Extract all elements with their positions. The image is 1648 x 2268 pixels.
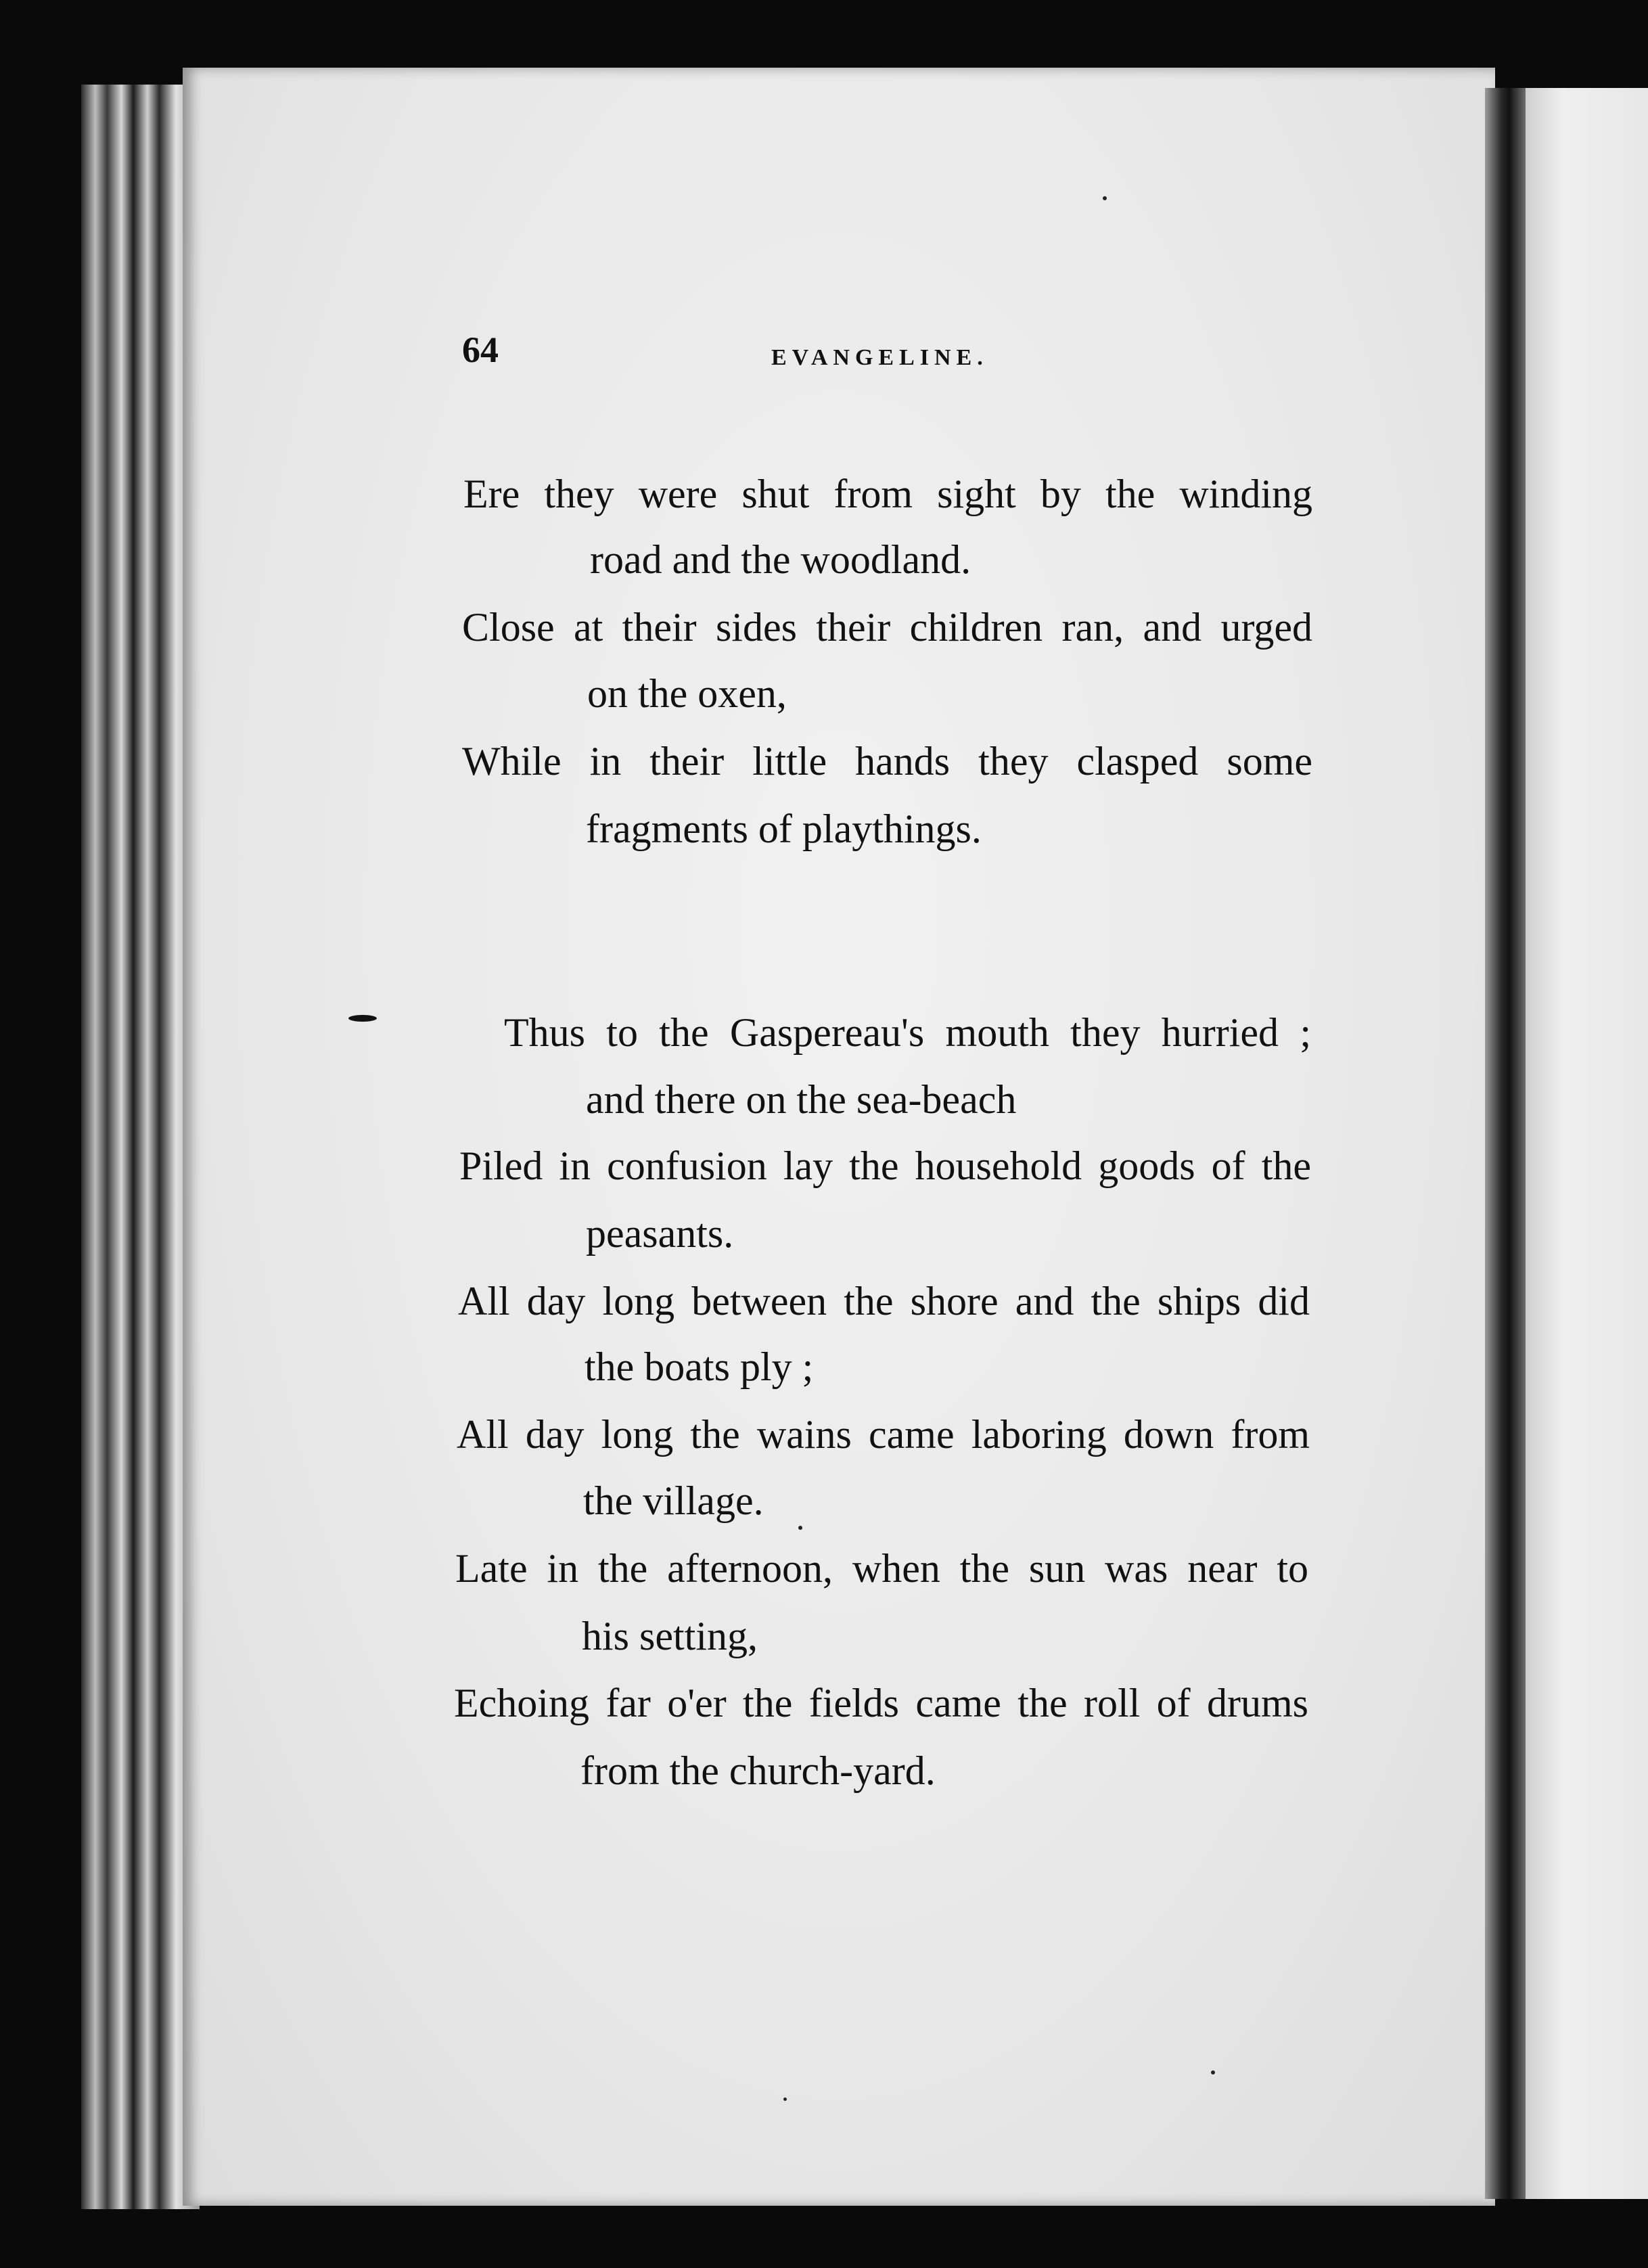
scan-speck — [783, 2097, 787, 2101]
verse-line: All day long between the shore and the ships did — [458, 1279, 1310, 1323]
margin-ornament — [348, 1015, 377, 1022]
verse-line-continuation: the village. — [583, 1478, 764, 1523]
verse-line: Close at their sides their children ran, and urged — [462, 605, 1312, 650]
verse-line-continuation: and there on the sea-beach — [586, 1077, 1017, 1122]
verse-line-continuation: road and the woodland. — [590, 537, 971, 582]
binding-gutter — [1485, 88, 1526, 2199]
verse-line: Late in the afternoon, when the sun was near to — [455, 1546, 1308, 1591]
scan-speck — [798, 1526, 802, 1530]
running-head: EVANGELINE. — [771, 345, 988, 370]
verse-line-continuation: his setting, — [582, 1614, 758, 1658]
verse-line: Echoing far o'er the fields came the roll of drums — [454, 1681, 1308, 1725]
left-page-edges — [81, 85, 200, 2209]
verse-line-continuation: on the oxen, — [587, 671, 787, 716]
verse-line-continuation: from the church-yard. — [580, 1748, 936, 1793]
scan-speck — [1103, 196, 1107, 200]
verse-line-continuation: the boats ply ; — [585, 1344, 814, 1389]
verse-line: While in their little hands they clasped some — [462, 739, 1312, 784]
verse-line-continuation: peasants. — [586, 1211, 734, 1256]
page-number: 64 — [462, 330, 499, 370]
verse-line-continuation: fragments of playthings. — [586, 807, 982, 851]
verse-line: Ere they were shut from sight by the winding — [463, 472, 1312, 516]
verse-line: Piled in confusion lay the household goods of the — [459, 1143, 1311, 1188]
verse-line: All day long the wains came laboring down from — [457, 1412, 1310, 1457]
verse-line: Thus to the Gaspereau's mouth they hurried ; — [504, 1010, 1311, 1055]
facing-page-edge — [1526, 88, 1648, 2199]
scan-speck — [1211, 2070, 1215, 2074]
book-page — [183, 68, 1495, 2206]
